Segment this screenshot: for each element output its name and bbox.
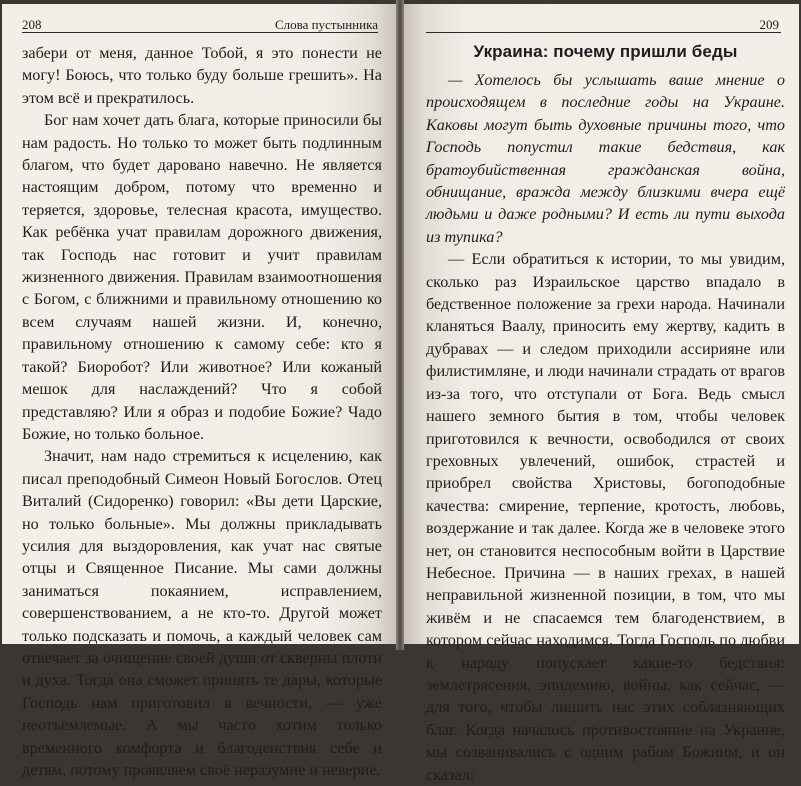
left-page-body — [22, 42, 382, 781]
left-paragraph-2: Бог нам хочет дать блага, которые приносили бы нам радость. Но только то может быть подлинным благом, что будет даровано навечно. Не является настоящим добром, потому что временно и теряется, здоровье, телесная красота, имущество. Как ребёнка учат правилам дорожного движения, так Господь нас готовит и учит правилам жизненного движения. Правилам взаимоотношения с Богом, с ближними и правильному отношению ко всем случаям нашей жизни. И, конечно, правильному отношению к самому себе: кто я такой? Биоробот? Или животное? Или кожаный мешок для наслаждений? Что я собой представляю? Или я образ и подобие Божие? Чадо Божие, но только больное. — [22, 111, 382, 443]
right-page — [404, 4, 799, 784]
header-rule-right — [426, 32, 781, 33]
right-page-body — [426, 69, 785, 786]
running-title: Слова пустынника — [274, 17, 378, 32]
left-page-number: 208 — [22, 17, 42, 32]
right-page-header — [426, 4, 785, 32]
answer-paragraph: — Если обратиться к истории, то мы увидим, сколько раз Израильское царство впадало в бедственное положение за грехи народа. Начинали кланяться Ваалу, приносить ему жертву, кадить в дубравах — и следом приходили ассирияне или филистимляне, и люди начинали страдать от врагов из-за того, что отступали от Бога. Ведь смысл нашего земного бытия в том, чтобы человек приготовился к вечности, освободился от своих греховных увлечений, ошибок, страстей и приобрел свойства Христовы, богоподобные качества: смирение, терпение, кротость, любовь, воздержание и так далее. Когда же в человеке этого нет, он становится неспособным войти в Царствие Небесное. Причина — в наших грехах, в нашей неправильной жизненной позиции, в том, что мы живём и не спасаемся тем благоденствием, в котором сейчас находимся. Тогда Господь по любви к народу попускает какие-то бедствия: землетрясения, эпидемию, войны, как сейчас, — для того, чтобы лишить нас этих соблазняющих благ. Когда началось противостояние на Украине, мы созванивались с одним рабом Божиим, и он сказал: — [426, 250, 785, 784]
left-paragraph-3: Значит, нам надо стремиться к исцелению, как писал преподобный Симеон Новый Богослов. Отец Виталий (Сидоренко) говорил: «Вы дети Царские, но только больные». Мы должны прикладывать усилия для выздоровления, как учат нас святые отцы и Священное Писание. Мы сами должны заниматься покаянием, исправлением, совершенствованием, а не кто-то. Другой может только подсказать и помочь, а каждый человек сам отвечает за очищение своей души от скверны плоти и духа. Тогда она сможет принять те дары, которые Господь нам приготовил в вечности, — уже неотъемлемые. А мы часто хотим только временного комфорта и благоденствия себе и детям, потому проявляем своё неразумие и неверие. — [22, 447, 382, 779]
left-page — [2, 4, 396, 779]
book-gutter — [396, 0, 404, 650]
left-page-header — [22, 4, 382, 32]
left-paragraph-1: забери от меня, данное Тобой, я это понести не могу! Боюсь, что только буду больше грешить». На этом всё и прекратилось. — [22, 44, 382, 107]
interview-question — [426, 69, 785, 248]
right-page-number: 209 — [759, 17, 779, 32]
chapter-title: Украина: почему пришли беды — [473, 42, 738, 61]
question-paragraph: — Хотелось бы услышать ваше мнение о происходящем в последние годы на Украине. Каковы могут быть духовные причины того, что Господь попустил такие бедствия, как братоубийственная гражданская война, обнищание, вражда между близкими вчера ещё людьми и даже родными? И есть ли пути выхода из тупика? — [426, 71, 785, 246]
